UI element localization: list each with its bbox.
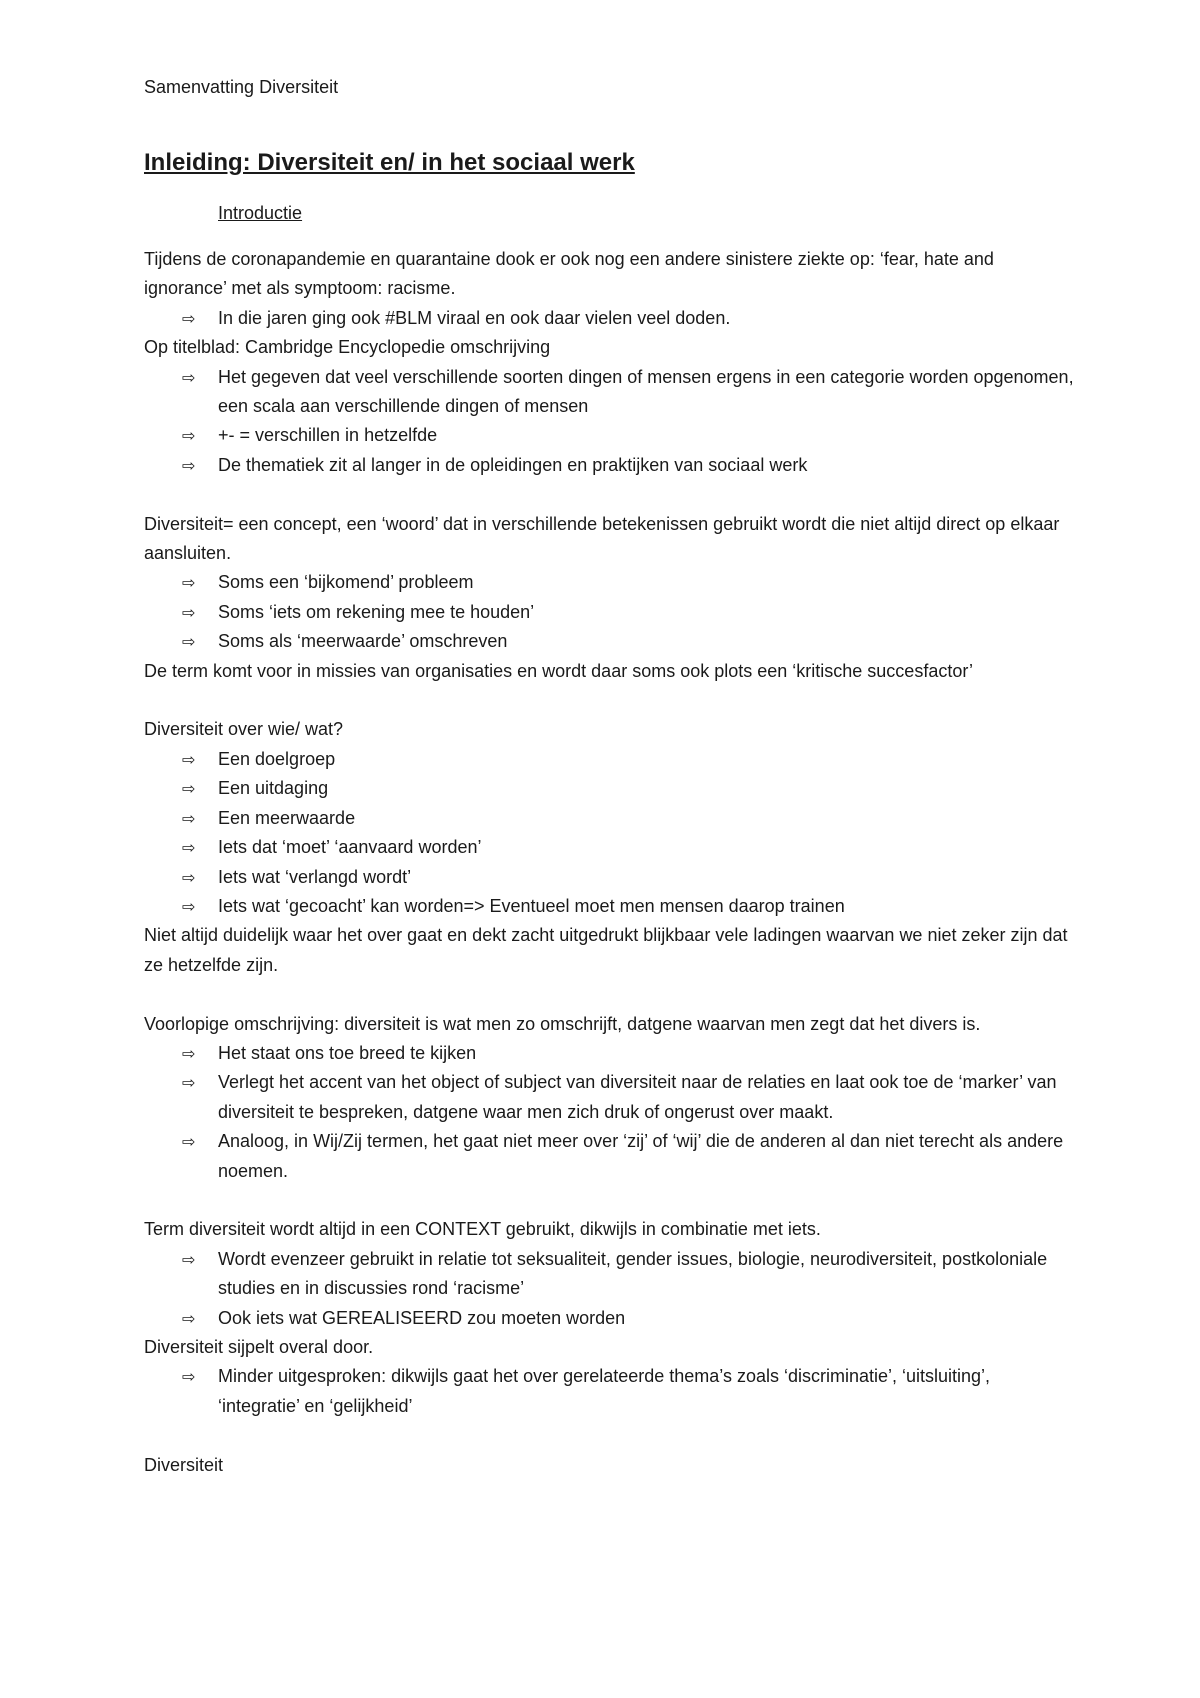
paragraph: Diversiteit over wie/ wat? [144, 719, 344, 740]
paragraph: Niet altijd duidelijk waar het over gaat en dekt zacht uitgedrukt blijkbaar vele ladingen waarvan we niet zeker zijn dat ze hetzelfde zijn. [144, 925, 1068, 975]
bullet-item [144, 892, 1074, 921]
bullet-item [144, 1304, 1074, 1333]
bullet-text: Iets wat ‘gecoacht’ kan worden=> Eventueel moet men mensen daarop trainen [218, 895, 845, 916]
paragraph: Op titelblad: Cambridge Encyclopedie omschrijving [144, 337, 551, 358]
arrow-bullet-icon: ⇨ [182, 367, 196, 387]
bullet-text: Iets dat ‘moet’ ‘aanvaard worden’ [218, 837, 482, 858]
arrow-bullet-icon: ⇨ [182, 602, 196, 622]
bullet-item [144, 627, 1074, 656]
arrow-bullet-icon: ⇨ [182, 1367, 196, 1387]
bullet-item [144, 1362, 1074, 1421]
blank-line [144, 980, 1074, 1009]
blank-line [144, 1186, 1074, 1215]
arrow-bullet-icon: ⇨ [182, 749, 196, 769]
bullet-text: Analoog, in Wij/Zij termen, het gaat niet meer over ‘zij’ of ‘wij’ die de anderen al dan niet terecht als andere noemen. [218, 1131, 1064, 1181]
paragraph: De term komt voor in missies van organisaties en wordt daar soms ook plots een ‘kritische succesfactor’ [144, 660, 974, 681]
arrow-bullet-icon: ⇨ [182, 1073, 196, 1093]
bullet-item [144, 863, 1074, 892]
bullet-item [144, 568, 1074, 597]
bullet-text: Soms een ‘bijkomend’ probleem [218, 572, 474, 593]
arrow-bullet-icon: ⇨ [182, 308, 196, 328]
bullet-item [144, 363, 1074, 422]
paragraph: Diversiteit sijpelt overal door. [144, 1336, 374, 1357]
bullet-item [144, 1245, 1074, 1304]
bullet-text: In die jaren ging ook #BLM viraal en ook daar vielen veel doden. [218, 307, 731, 328]
subsection-title: Introductie [218, 203, 303, 223]
arrow-bullet-icon: ⇨ [182, 896, 196, 916]
arrow-bullet-icon: ⇨ [182, 838, 196, 858]
page-header: Samenvatting Diversiteit [144, 77, 339, 97]
bullet-item [144, 745, 1074, 774]
section-title: Inleiding: Diversiteit en/ in het sociaal werk [144, 149, 635, 176]
arrow-bullet-icon: ⇨ [182, 867, 196, 887]
document-body [144, 245, 1074, 1480]
bullet-text: Het gegeven dat veel verschillende soorten dingen of mensen ergens in een categorie worden opgenomen, een scala aan verschillende dingen of mensen [218, 366, 1074, 417]
bullet-item [144, 451, 1074, 480]
blank-line [144, 1421, 1074, 1450]
bullet-text: Ook iets wat GEREALISEERD zou moeten worden [218, 1307, 626, 1328]
arrow-bullet-icon: ⇨ [182, 426, 196, 446]
bullet-item [144, 421, 1074, 450]
bullet-text: Minder uitgesproken: dikwijls gaat het over gerelateerde thema’s zoals ‘discriminatie’, ‘uitsluiting’, ‘integratie’ en ‘gelijkheid’ [218, 1366, 991, 1416]
bullet-item [144, 804, 1074, 833]
arrow-bullet-icon: ⇨ [182, 808, 196, 828]
paragraph: Diversiteit= een concept, een ‘woord’ dat in verschillende betekenissen gebruikt wordt die niet altijd direct op elkaar aansluiten. [144, 513, 1060, 564]
bullet-text: De thematiek zit al langer in de opleidingen en praktijken van sociaal werk [218, 454, 808, 475]
bullet-text: Het staat ons toe breed te kijken [218, 1042, 477, 1063]
arrow-bullet-icon: ⇨ [182, 1132, 196, 1152]
arrow-bullet-icon: ⇨ [182, 455, 196, 475]
blank-line [144, 480, 1074, 509]
bullet-text: Soms ‘iets om rekening mee te houden’ [218, 601, 535, 622]
bullet-text: Verlegt het accent van het object of subject van diversiteit naar de relaties en laat ook toe de ‘marker’ van diversiteit te bespreken, datgene waar men zich druk of ongerust over maakt. [218, 1072, 1057, 1122]
bullet-item [144, 598, 1074, 627]
blank-line [144, 686, 1074, 715]
bullet-item [144, 304, 1074, 333]
arrow-bullet-icon: ⇨ [182, 1043, 196, 1063]
arrow-bullet-icon: ⇨ [182, 573, 196, 593]
bullet-item [144, 1039, 1074, 1068]
bullet-text: Iets wat ‘verlangd wordt’ [218, 866, 412, 887]
paragraph: Term diversiteit wordt altijd in een CONTEXT gebruikt, dikwijls in combinatie met iets. [144, 1219, 821, 1240]
paragraph: Diversiteit [144, 1454, 224, 1475]
arrow-bullet-icon: ⇨ [182, 779, 196, 799]
bullet-item [144, 1068, 1074, 1127]
paragraph: Tijdens de coronapandemie en quarantaine dook er ook nog een andere sinistere ziekte op: ‘fear, hate and ignorance’ met als symptoom: racisme. [144, 249, 994, 299]
bullet-text: Soms als ‘meerwaarde’ omschreven [218, 631, 508, 652]
arrow-bullet-icon: ⇨ [182, 1249, 196, 1269]
bullet-item [144, 774, 1074, 803]
bullet-text: Een meerwaarde [218, 807, 356, 828]
bullet-text: Een doelgroep [218, 748, 336, 769]
bullet-text: +- = verschillen in hetzelfde [218, 425, 438, 446]
bullet-text: Een uitdaging [218, 778, 329, 799]
paragraph: Voorlopige omschrijving: diversiteit is wat men zo omschrijft, datgene waarvan men zegt dat het divers is. [144, 1013, 981, 1034]
bullet-item [144, 833, 1074, 862]
arrow-bullet-icon: ⇨ [182, 632, 196, 652]
bullet-item [144, 1127, 1074, 1186]
arrow-bullet-icon: ⇨ [182, 1308, 196, 1328]
bullet-text: Wordt evenzeer gebruikt in relatie tot seksualiteit, gender issues, biologie, neurodiversiteit, postkoloniale studies en in discussies rond ‘racisme’ [218, 1248, 1048, 1299]
